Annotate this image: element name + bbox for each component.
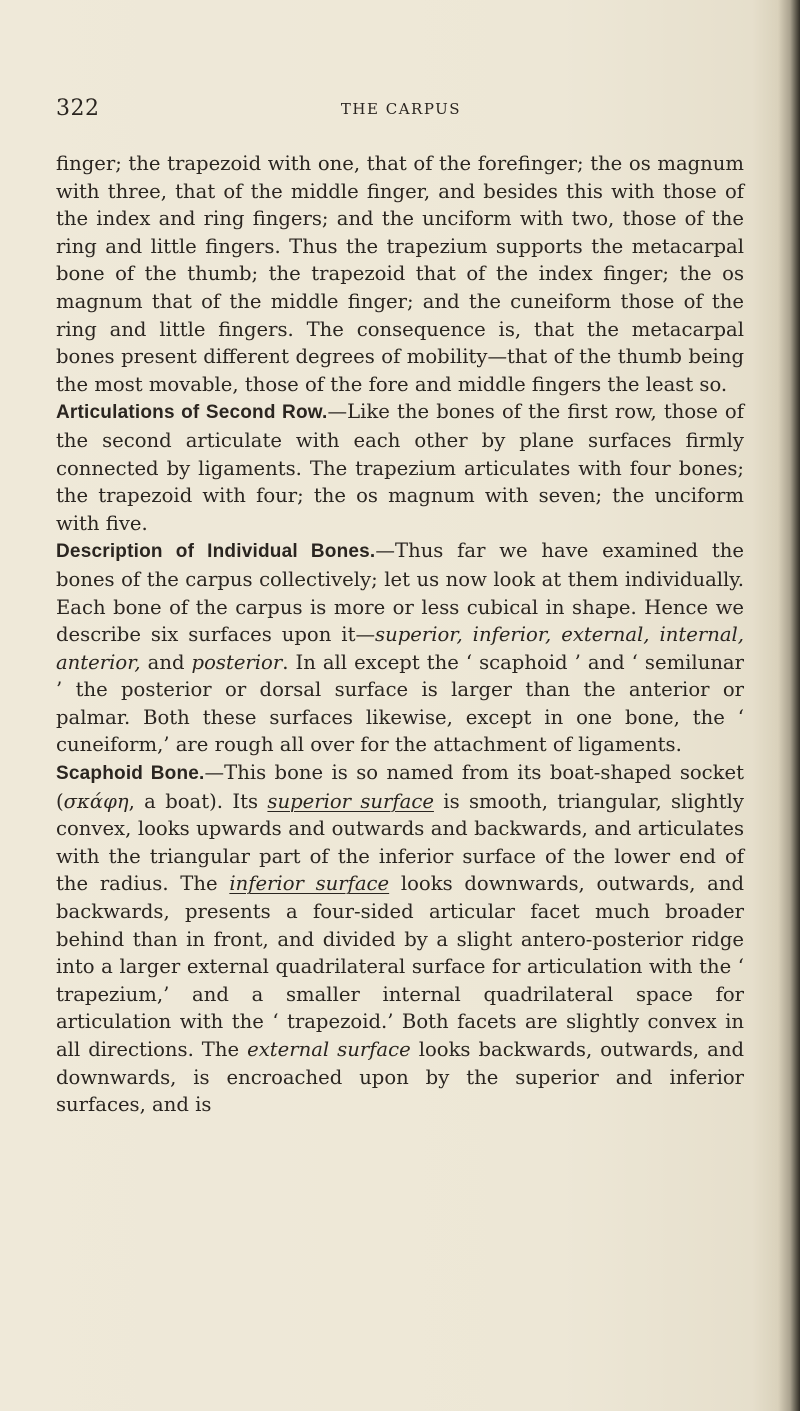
running-head: THE CARPUS (340, 100, 462, 118)
term-external-surface: external surface (247, 1038, 411, 1061)
surface-names: superior, inferior, external, internal, anterior, (56, 623, 744, 674)
paragraph-text: is smooth, triangular, slightly convex, looks upwards and outwards and backwards, and articulates with the triangular part of the inferior surface of the lower end of the radius. The (56, 789, 744, 896)
paragraph-text: —Like the bones of the first row, those of the second articulate with each other by plane surfaces firmly connected by ligaments. The trapezium articulates with four bones; the trapezoid with four; the os magnum with seven; the unciform with five. (56, 400, 744, 535)
greek-word: σκάφη (63, 789, 129, 813)
paragraph-articulations-second-row (56, 398, 744, 537)
paragraph-text: —Thus far we have examined the bones of the carpus collectively; let us now look at them individually. Each bone of the carpus is more or less cubical in shape. Hence we describe six surfaces upon it— (56, 539, 744, 647)
page-number: 322 (56, 96, 100, 121)
paragraph-text: looks downwards, outwards, and backwards, presents a four-sided articular facet much broader behind than in front, and divided by a slight antero-posterior ridge into a larger external quadrilateral surface for articulation with the ‘ trapezium,’ and a smaller internal quadrilateral space for articulation with the ‘ trapezoid.’ Both facets are slightly convex in all directions. The (56, 872, 744, 1061)
term-superior-surface: superior surface (267, 789, 434, 813)
paragraph-text: —This bone is so named from its boat-shaped socket ( (56, 761, 744, 813)
paragraph-scaphoid-bone (56, 759, 744, 1119)
paragraph-text: . In all except the ‘ scaphoid ’ and ‘ semilunar ’ the posterior or dorsal surface is larger than the anterior or palmar. Both these surfaces likewise, except in one bone, the ‘ cuneiform,’ are rough all over for the attachment of ligaments. (56, 650, 744, 757)
term-inferior-surface: inferior surface (229, 872, 390, 896)
section-heading-articulations: Articulations of Second Row. (56, 402, 328, 424)
body-text (56, 150, 744, 1119)
section-heading-description: Description of Individual Bones. (56, 541, 376, 563)
paragraph-text: looks backwards, outwards, and downwards, is encroached upon by the superior and inferior surfaces, and is (56, 1038, 744, 1117)
page-header (56, 96, 746, 126)
section-heading-scaphoid: Scaphoid Bone. (56, 763, 205, 785)
page-edge-shadow (778, 0, 800, 1411)
paragraph-description-individual-bones (56, 537, 744, 759)
posterior-term: posterior (191, 650, 283, 674)
paragraph-text: , a boat). Its (128, 789, 268, 813)
paragraph-metacarpal-support: finger; the trapezoid with one, that of the forefinger; the os magnum with three, that of the middle finger, and besides this with those of the index and ring fingers; and the unciform with two, those of the ring and little fingers. Thus the trapezium supports the metacarpal bone of the thumb; the trapezoid that of the index finger; the os magnum that of the middle finger; and the cuneiform those of the ring and little fingers. The consequence is, that the metacarpal bones present different degrees of mobility—that of the thumb being the most movable, those of the fore and middle fingers the least so. (56, 152, 744, 396)
conjunction: and (140, 650, 192, 674)
